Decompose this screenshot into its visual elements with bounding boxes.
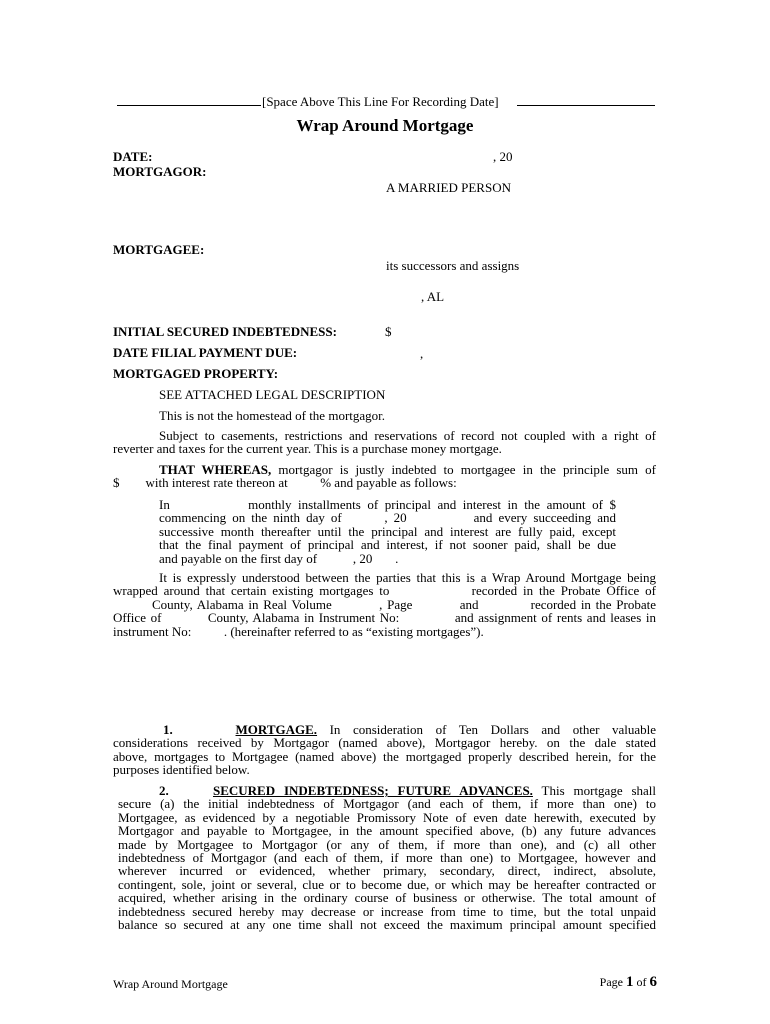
footer-total-pages: 6 (649, 974, 657, 990)
mortgagor-value: A MARRIED PERSON (386, 180, 511, 195)
wrap-line-3: County, Alabama in Real Volume , Page and recorded in the Probate (152, 596, 656, 612)
initial-indebtedness-label: INITIAL SECURED INDEBTEDNESS: (113, 324, 337, 339)
recording-line-text: [Space Above This Line For Recording Date] (262, 94, 499, 109)
homestead-statement: This is not the homestead of the mortgagor. (159, 408, 386, 423)
installment-paragraph (159, 498, 616, 565)
installment-line-2: commencing on the ninth day of , 20 and every succeeding and (159, 510, 616, 526)
whereas-paragraph (113, 463, 656, 490)
mortgagee-label: MORTGAGEE: (113, 242, 205, 257)
wrap-line-4: Office of County, Alabama in Instrument No: and assignment of rents and leases in (113, 610, 656, 626)
mortgaged-property-label: MORTGAGED PROPERTY: (113, 366, 279, 381)
section-2-line-1 (118, 784, 656, 797)
wrap-line-1: It is expressly understood between the parties that this is a Wrap Around Mortgage being (159, 570, 656, 585)
installment-line-3: successive month thereafter until the principal and interest are fully paid, except (159, 523, 616, 539)
footer-page-number (560, 975, 657, 990)
section-1-first-text: In consideration of Ten Dollars and other valuable (317, 722, 657, 737)
section-1-line-4: purposes identified below. (113, 762, 250, 778)
legal-description: SEE ATTACHED LEGAL DESCRIPTION (159, 387, 386, 402)
installment-line-4: that the final payment of principal and interest, if not sooner paid, shall be due (159, 537, 616, 553)
installment-line-5: and payable on the first day of , 20 . (159, 550, 399, 566)
whereas-line-2: $ with interest rate thereon at % and payable as follows: (113, 475, 457, 491)
whereas-heading: THAT WHEREAS, (159, 462, 272, 477)
section-2-line-8: contingent, sole, joint or several, clue or to become due, or which may be hereafter contracted or (118, 876, 656, 892)
section-2-line-6: indebtedness of Mortgagor (and each of them, if more than one) to Mortgagee, however and (118, 850, 656, 866)
mortgagee-value: its successors and assigns (386, 258, 520, 273)
mortgagor-label: MORTGAGOR: (113, 164, 207, 179)
recording-rule-right (517, 105, 655, 106)
section-1-line-2: considerations received by Mortgagor (named above), Mortgagor hereby. on the dale stated (113, 735, 656, 751)
footer-current-page: 1 (626, 974, 634, 990)
wrap-line-5: instrument No: . (hereinafter referred to as “existing mortgages”). (113, 623, 484, 639)
section-1-heading: MORTGAGE. (235, 722, 318, 737)
footer-of-word: of (636, 975, 647, 989)
date-label: DATE: (113, 149, 153, 164)
subject-line-1: Subject to casements, restrictions and reservations of record not coupled with a right of (159, 428, 656, 443)
section-2-line-11: balance so secured at any one time shall not exceed the maximum principal amount specified (118, 917, 656, 933)
final-payment-value: , (420, 346, 424, 361)
subject-paragraph (113, 429, 656, 456)
section-2-paragraph (118, 784, 656, 931)
section-1-number: 1. (163, 722, 173, 737)
section-2-line-7: wherever incurred or evidenced, whether primary, secondary, direct, indirect, absolute, (118, 863, 656, 879)
section-1-line-3: above, mortgages to Mortgagee (named above) the mortgaged properly described herein, for the (113, 748, 656, 764)
subject-line-2: reverter and taxes for the current year. This is a purchase money mortgage. (113, 441, 502, 457)
mortgagee-city: , AL (421, 289, 445, 304)
section-2-line-3: Mortgagee, as evidenced by a negotiable Promissory Note of even date herewith, executed by (118, 809, 656, 825)
footer-title: Wrap Around Mortgage (113, 977, 228, 991)
section-1-paragraph (113, 723, 656, 777)
section-2-line-9: acquired, whether arising in the ordinary course of business or otherwise. The total amount of (118, 890, 656, 906)
date-value: , 20 (493, 149, 513, 164)
wrap-line-2: wrapped around that certain existing mortgages to recorded in the Probate Office of (113, 583, 656, 599)
section-2-number: 2. (159, 783, 169, 798)
recording-rule-left (117, 105, 261, 106)
section-2-line-5: made by Mortgagee to Mortgagor (or any of them, if more than one), and (c) all other (118, 836, 656, 852)
initial-indebtedness-value: $ (385, 324, 392, 339)
whereas-line-1 (113, 463, 656, 476)
final-payment-label: DATE FILIAL PAYMENT DUE: (113, 345, 298, 360)
document-title: Wrap Around Mortgage (296, 116, 474, 135)
section-2-line-2: secure (a) the initial indebtedness of Mortgagor (and each of them, if more than one) to (118, 796, 656, 812)
whereas-text: mortgagor is justly indebted to mortgagee in the principle sum of (271, 462, 656, 477)
section-2-heading: SECURED INDEBTEDNESS; FUTURE ADVANCES. (212, 783, 533, 798)
section-2-first-text: This mortgage shall (532, 783, 656, 798)
section-1-line-1 (113, 723, 656, 736)
section-2-line-10: indebtedness secured hereby may decrease or increase from time to time, but the total unpaid (118, 903, 656, 919)
wrap-paragraph (113, 571, 656, 638)
footer-page-word: Page (599, 975, 623, 989)
installment-line-1: In monthly installments of principal and interest in the amount of $ (159, 497, 616, 512)
section-2-line-4: Mortgagor and payable to Mortgagee, in the amount specified above, (b) any future advances (118, 823, 656, 839)
